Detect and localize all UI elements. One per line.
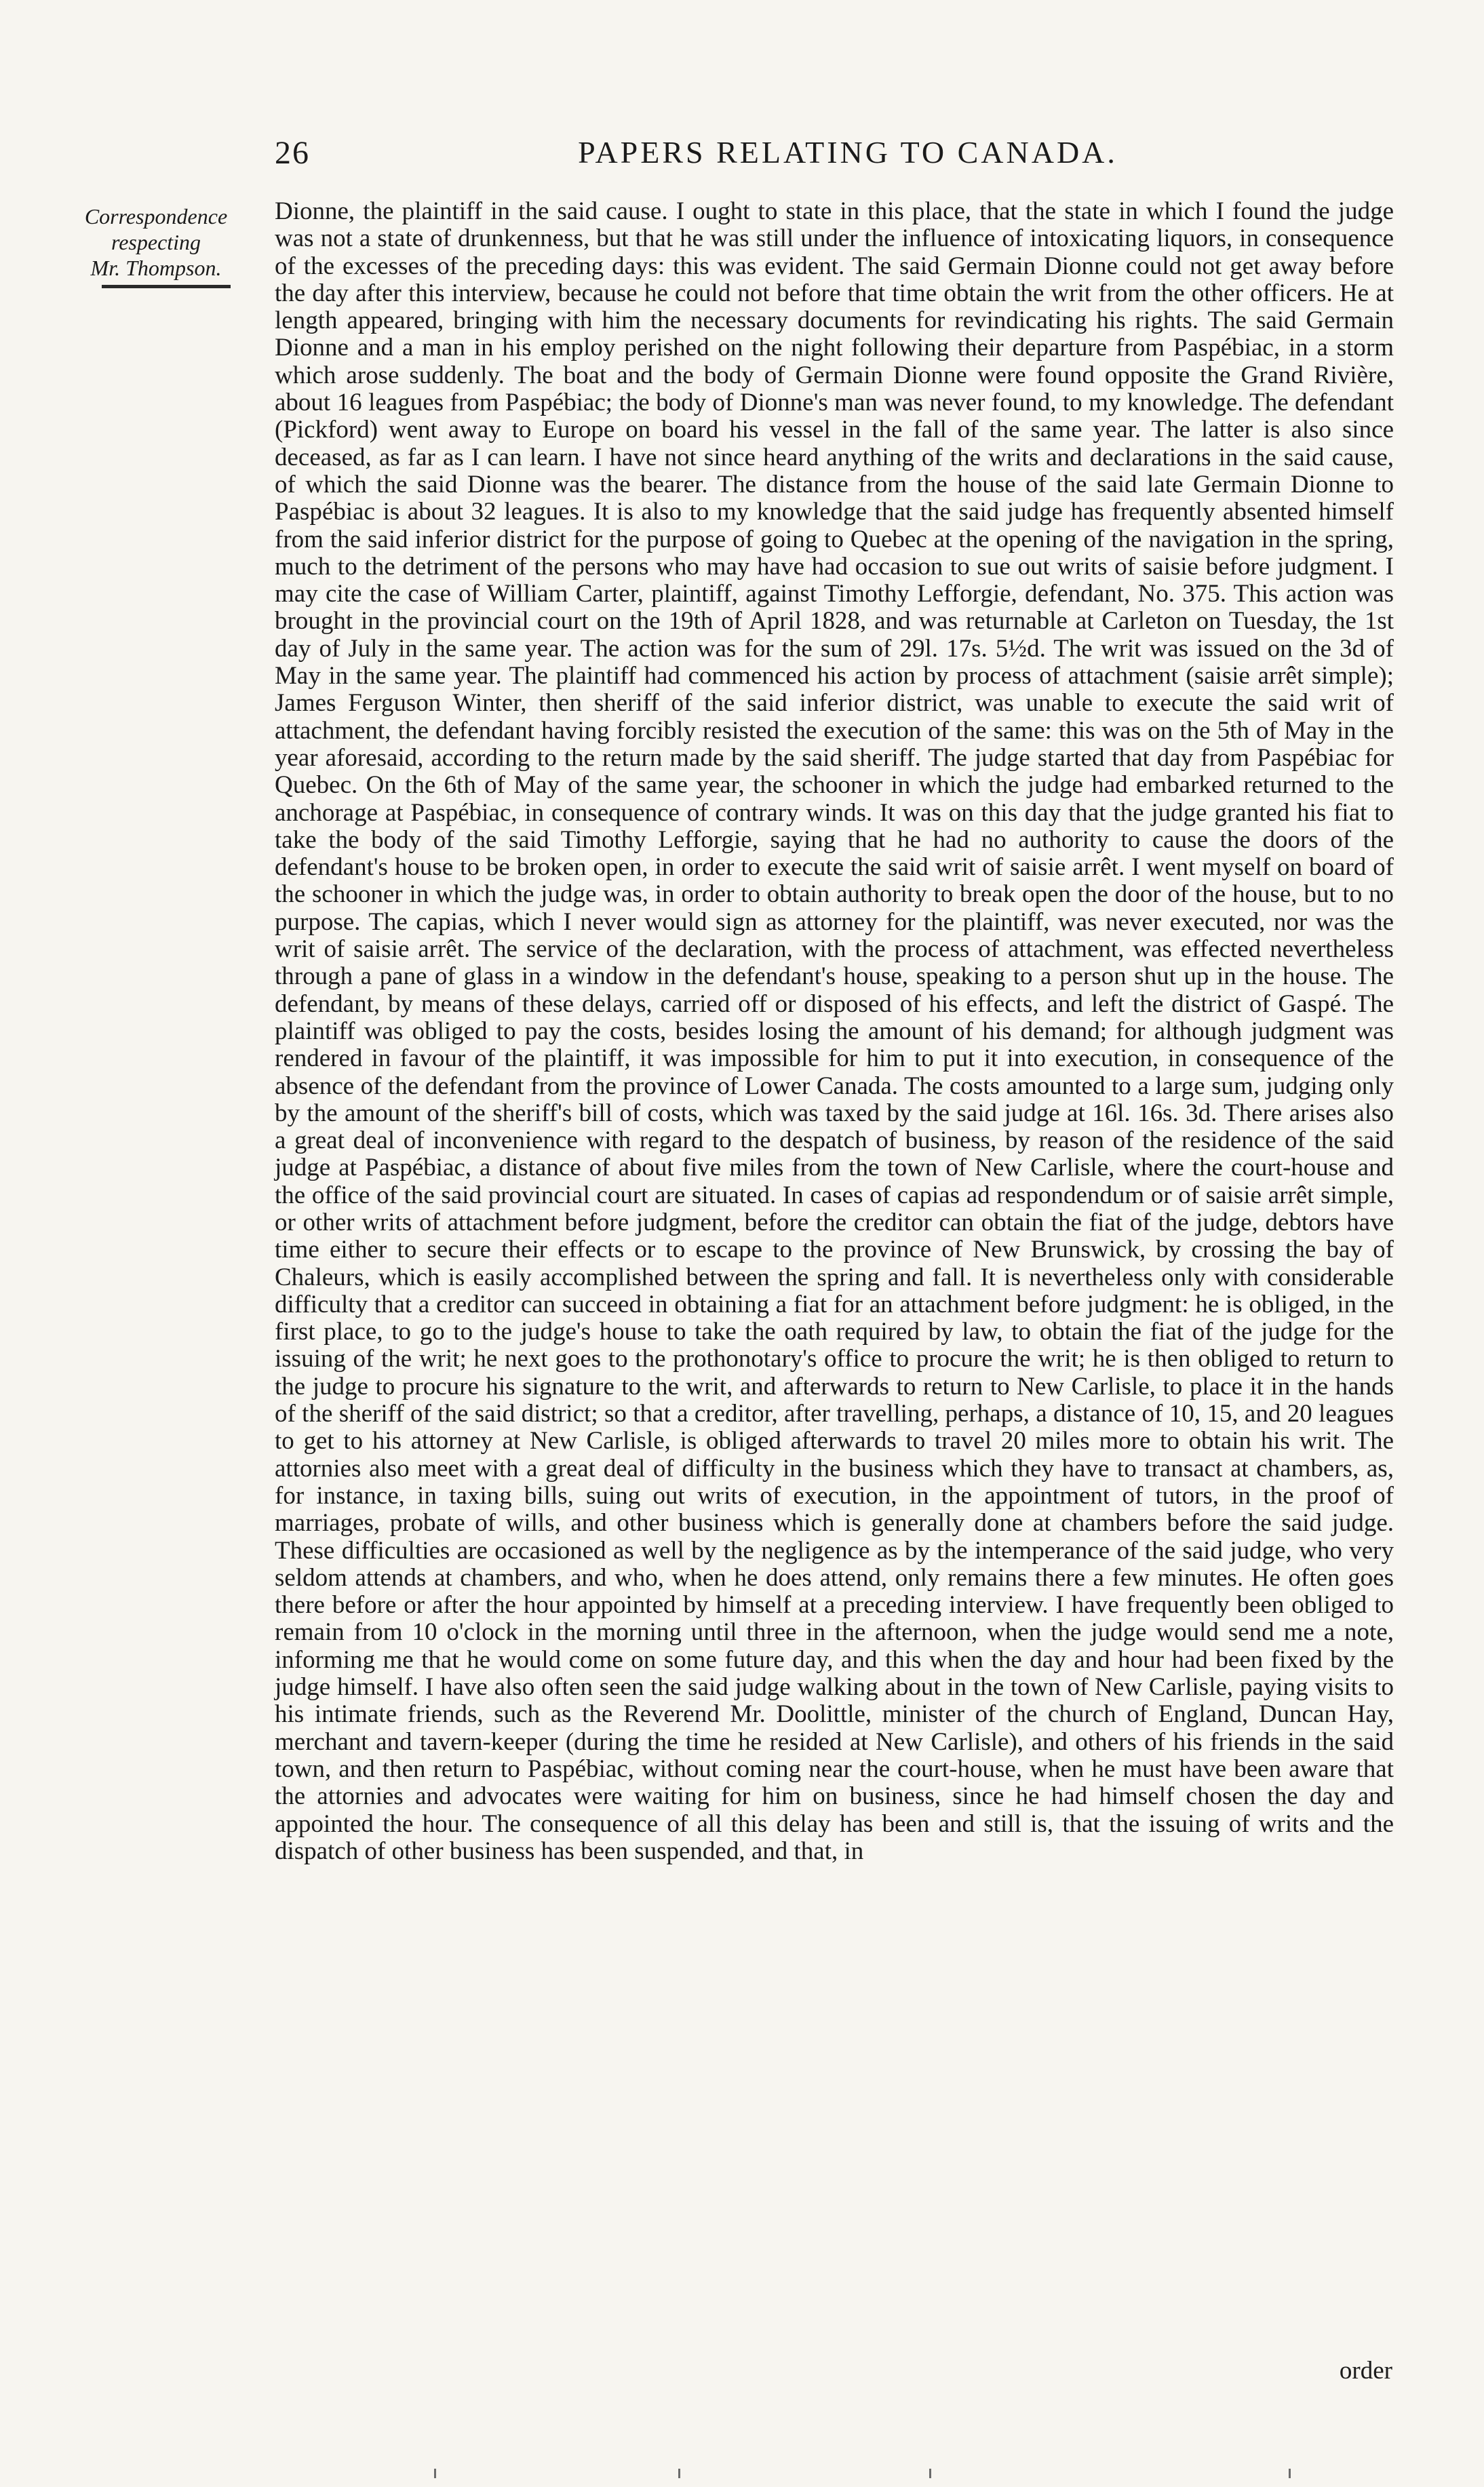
- margin-note-line-3: Mr. Thompson.: [90, 256, 222, 280]
- crop-mark: [678, 2469, 680, 2478]
- margin-note-line-2: respecting: [111, 230, 201, 254]
- crop-mark: [929, 2469, 931, 2478]
- margin-note-line-1: Correspondence: [84, 204, 228, 229]
- page-number: 26: [275, 135, 310, 171]
- margin-rule: [102, 285, 231, 288]
- body-text: Dionne, the plaintiff in the said cause. I ought to state in this place, that the state in which I found the judge was not a state of drunkenness, but that he was still under the influence of intoxicating liquors, in consequence of the excesses of the preceding days: this was evident. The said Germain Dionne could not get away before the day after this interview, because he could not before that time obtain the writ from the other officers. He at length appeared, bringing with him the necessary documents for revindicating his rights. The said Germain Dionne and a man in his employ perished on the night following their departure from Paspébiac, in a storm which arose suddenly. The boat and the body of Germain Dionne were found opposite the Grand Rivière, about 16 leagues from Paspébiac; the body of Dionne's man was never found, to my knowledge. The defendant (Pickford) went away to Europe on board his vessel in the fall of the same year. The latter is also since deceased, as far as I can learn. I have not since heard anything of the writs and declarations in the said cause, of which the said Dionne was the bearer. The distance from the house of the said late Germain Dionne to Paspébiac is about 32 leagues. It is also to my knowledge that the said judge has frequently absented himself from the said inferior district for the purpose of going to Quebec at the opening of the navigation in the spring, much to the detriment of the persons who may have had occasion to sue out writs of saisie before judgment. I may cite the case of William Carter, plaintiff, against Timothy Lefforgie, defendant, No. 375. This action was brought in the provincial court on the 19th of April 1828, and was returnable at Carleton on Tuesday, the 1st day of July in the same year. The action was for the sum of 29l. 17s. 5½d. The writ was issued on the 3d of May in the same year. The plaintiff had commenced his action by process of attachment (saisie arrêt simple); James Ferguson Winter, then sheriff of the said inferior district, was unable to execute the said writ of attachment, the defendant having forcibly resisted the execution of the same: this was on the 5th of May in the year aforesaid, according to the return made by the said sheriff. The judge started that day from Paspébiac for Quebec. On the 6th of May of the same year, the schooner in which the judge had embarked returned to the anchorage at Paspébiac, in consequence of contrary winds. It was on this day that the judge granted his fiat to take the body of the said Timothy Lefforgie, saying that he had no authority to cause the doors of the defendant's house to be broken open, in order to execute the said writ of saisie arrêt. I went myself on board of the schooner in which the judge was, in order to obtain authority to break open the door of the house, but to no purpose. The capias, which I never would sign as attorney for the plaintiff, was never executed, nor was the writ of saisie arrêt. The service of the declaration, with the process of attachment, was effected nevertheless through a pane of glass in a window in the defendant's house, speaking to a person shut up in the house. The defendant, by means of these delays, carried off or disposed of his effects, and left the district of Gaspé. The plaintiff was obliged to pay the costs, besides losing the amount of his demand; for although judgment was rendered in favour of the plaintiff, it was impossible for him to put it into execution, in consequence of the absence of the defendant from the province of Lower Canada. The costs amounted to a large sum, judging only by the amount of the sheriff's bill of costs, which was taxed by the said judge at 16l. 16s. 3d. There arises also a great deal of inconvenience with regard to the despatch of business, by reason of the residence of the said judge at Paspébiac, a distance of about five miles from the town of New Carlisle, where the court-house and the office of the said provincial court are situated. In cases of capias ad respondendum or of saisie arrêt simple, or other writs of attachment before judgment, before the creditor can obtain the fiat of the judge, debtors have time either to secure their effects or to escape to the province of New Brunswick, by crossing the bay of Chaleurs, which is easily accomplished between the spring and fall. It is nevertheless only with considerable difficulty that a creditor can succeed in obtaining a fiat for an attachment before judgment: he is obliged, in the first place, to go to the judge's house to take the oath required by law, to obtain the fiat of the judge for the issuing of the writ; he next goes to the prothonotary's office to procure the writ; he is then obliged to return to the judge to procure his signature to the writ, and afterwards to return to New Carlisle, to place it in the hands of the sheriff of the said district; so that a creditor, after travelling, perhaps, a distance of 10, 15, and 20 leagues to get to his attorney at New Carlisle, is obliged afterwards to travel 20 miles more to obtain his writ. The attornies also meet with a great deal of difficulty in the business which they have to transact at chambers, as, for instance, in taxing bills, suing out writs of execution, in the appointment of tutors, in the proof of marriages, probate of wills, and other business which is generally done at chambers before the said judge. These difficulties are occasioned as well by the negligence as by the intemperance of the said judge, who very seldom attends at chambers, and who, when he does attend, only remains there a few minutes. He often goes there before or after the hour appointed by himself at a preceding interview. I have frequently been obliged to remain from 10 o'clock in the morning until three in the afternoon, when the judge would send me a note, informing me that he would come on some future day, and this when the day and hour had been fixed by the judge himself. I have also often seen the said judge walking about in the town of New Carlisle, paying visits to his intimate friends, such as the Reverend Mr. Doolittle, minister of the church of England, Duncan Hay, merchant and tavern-keeper (during the time he resided at New Carlisle), and others of his friends in the said town, and then return to Paspébiac, without coming near the court-house, when he must have been aware that the attornies and advocates were waiting for him on business, since he had himself chosen the day and appointed the hour. The consequence of all this delay has been and still is, that the issuing of writs and the dispatch of other business has been suspended, and that, in: [275, 197, 1394, 1865]
- running-title: PAPERS RELATING TO CANADA.: [578, 135, 1118, 170]
- crop-mark: [434, 2469, 436, 2478]
- crop-mark: [1289, 2469, 1291, 2478]
- page-header: [275, 134, 1394, 182]
- margin-note: [54, 203, 258, 281]
- catchword: order: [1339, 2357, 1392, 2385]
